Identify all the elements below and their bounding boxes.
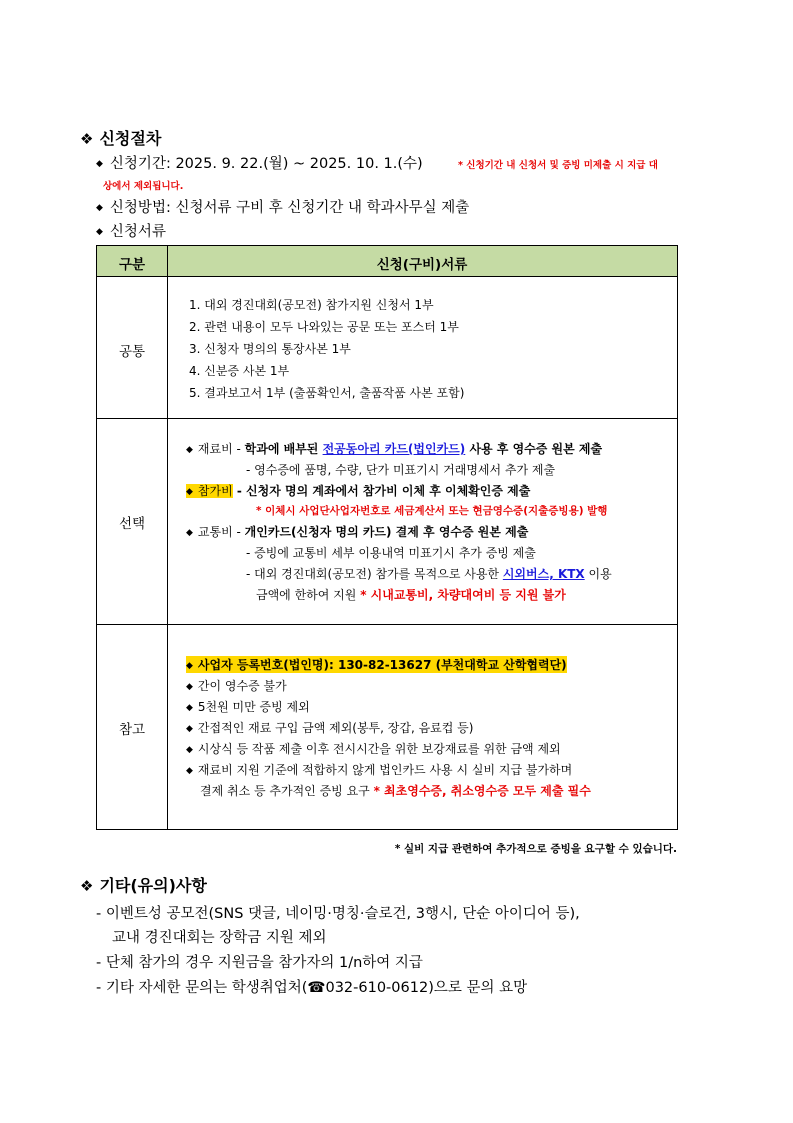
period-line: ◆ 신청기간: 2025. 9. 22.(월) ~ 2025. 10. 1.(수) [96,156,423,172]
etc-line: 교내 경진대회는 장학금 지원 제외 [112,930,327,946]
transport-sub: - 증빙에 교통비 세부 이용내역 미표기시 추가 증빙 제출 [246,546,536,560]
row-divider [97,418,677,419]
list-item: ◆ 재료비 지원 기준에 적합하지 않게 법인카드 사용 시 실비 지급 불가하며 [186,763,573,777]
header-category: 구분 [118,257,146,273]
row-label-ref: 참고 [118,722,146,738]
bullet-icon: ◆ [96,159,103,169]
method-line: ◆ 신청방법: 신청서류 구비 후 신청기간 내 학과사무실 제출 [96,200,470,216]
bullet-icon: ◆ [186,682,193,692]
bullet-icon: ◆ [96,203,103,213]
bullet-icon: ◆ [186,703,193,713]
bullet-icon: ◆ [96,227,103,237]
list-item: 4. 신분증 사본 1부 [189,364,290,378]
corporate-card-link[interactable]: 전공동아리 카드(법인카드) [322,442,466,456]
period-note-cont: 상에서 제외됩니다. [103,181,184,192]
material-sub: - 영수증에 품명, 수량, 단가 미표기시 거래명세서 추가 제출 [246,463,556,477]
footnote: * 실비 지급 관련하여 추가적으로 증빙을 요구할 수 있습니다. [394,843,677,855]
bullet-icon: ◆ [186,528,193,538]
bullet-icon: ◆ [186,724,193,734]
header-documents: 신청(구비)서류 [376,257,468,273]
diamond-bullet-icon: ❖ [80,130,94,148]
etc-line: - 이벤트성 공모전(SNS 댓글, 네이밍·명칭·슬로건, 3행시, 단순 아이디어 등), [96,906,580,922]
bullet-icon: ◆ [186,487,193,497]
fee-note: * 이체시 사업단사업자번호로 세금계산서 또는 현금영수증(지출증빙용) 발행 [256,505,608,517]
list-item: 1. 대외 경진대회(공모전) 참가지원 신청서 1부 [189,298,434,312]
list-item: ◆ 시상식 등 작품 제출 이후 전시시간을 위한 보강재료를 위한 금액 제외 [186,742,561,756]
etc-line: - 기타 자세한 문의는 학생취업처(☎032-610-0612)으로 문의 요망 [96,980,528,996]
list-item-cont: 결제 취소 등 추가적인 증빙 요구 * 최초영수증, 취소영수증 모두 제출 필수 [200,784,591,798]
row-divider [97,624,677,625]
row-label-select: 선택 [118,516,146,532]
period-note: * 신청기간 내 신청서 및 증빙 미제출 시 지급 대 [458,160,658,171]
bullet-icon: ◆ [186,766,193,776]
transport-line: ◆ 교통비 - 개인카드(신청자 명의 카드) 결제 후 영수증 원본 제출 [186,525,529,539]
list-item: 5. 결과보고서 1부 (출품확인서, 출품작품 사본 포함) [189,386,465,400]
etc-line: - 단체 참가의 경우 지원금을 참가자의 1/n하여 지급 [96,955,423,971]
list-item: 2. 관련 내용이 모두 나와있는 공문 또는 포스터 1부 [189,320,459,334]
table-header [97,246,677,277]
list-item: ◆ 5천원 미만 증빙 제외 [186,700,310,714]
documents-table [96,245,678,830]
transport-sub: - 대외 경진대회(공모전) 참가를 목적으로 사용한 시외버스, KTX 이용 [246,567,612,581]
row-label-common: 공통 [118,344,146,360]
list-item: ◆ 간접적인 재료 구입 금액 제외(봉투, 장갑, 음료컵 등) [186,721,474,735]
fee-line: ◆ 참가비 - 신청자 명의 계좌에서 참가비 이체 후 이체확인증 제출 [186,484,531,498]
fee-highlight: ◆ 참가비 [186,484,233,498]
list-item: ◆ 간이 영수증 불가 [186,679,287,693]
bullet-icon: ◆ [186,745,193,755]
column-divider [167,246,168,829]
intercity-bus-ktx-link[interactable]: 시외버스, KTX [502,567,585,581]
diamond-bullet-icon: ❖ [80,877,94,895]
docs-line: ◆ 신청서류 [96,224,166,240]
section-heading-etc: ❖ 기타(유의)사항 [80,876,207,895]
list-item: 3. 신청자 명의의 통장사본 1부 [189,342,351,356]
section-heading-apply: ❖ 신청절차 [80,129,162,148]
bullet-icon: ◆ [186,661,193,671]
business-number: ◆ 사업자 등록번호(법인명): 130-82-13627 (부천대학교 산학협력단) [186,658,567,672]
material-line: ◆ 재료비 - 학과에 배부된 전공동아리 카드(법인카드) 사용 후 영수증 원본 제출 [186,442,603,456]
transport-sub: 금액에 한하여 지원 * 시내교통비, 차량대여비 등 지원 불가 [256,588,566,602]
bullet-icon: ◆ [186,445,193,455]
